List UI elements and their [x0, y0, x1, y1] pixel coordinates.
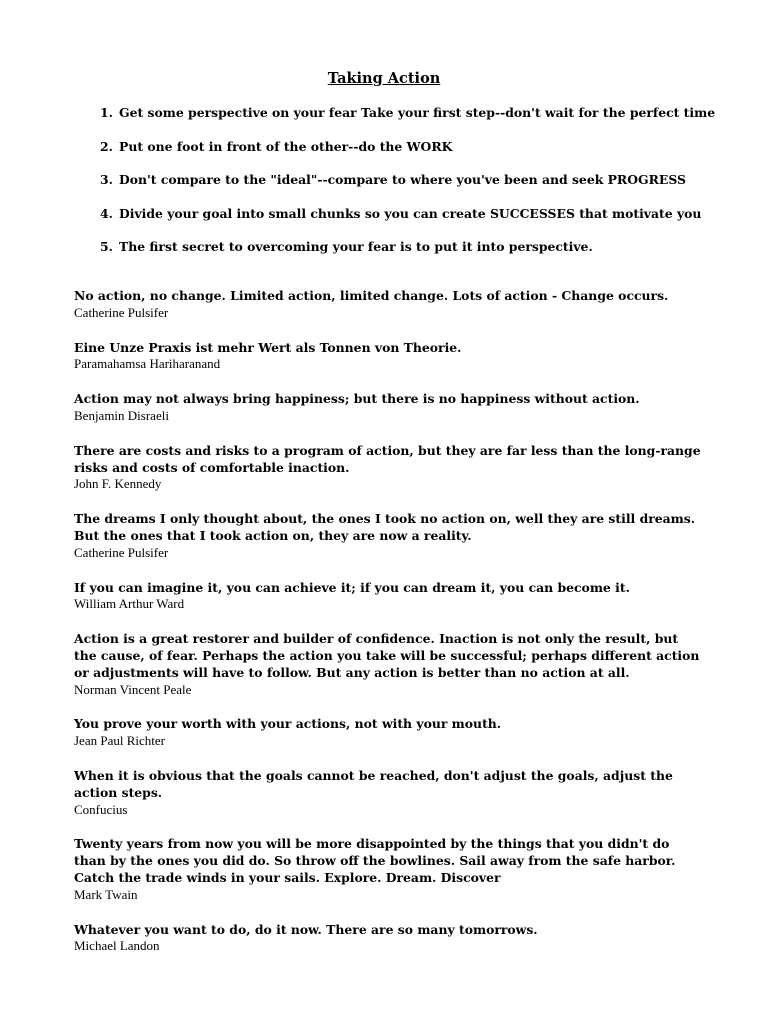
step-item — [100, 139, 740, 155]
quote-text: Action is a great restorer and builder of confidence. Inaction is not only the result, but the cause, of fear. Perhaps the action you take will be successful; perhaps different action or adjustments will have to follow. But any action is better than no action at all. — [74, 631, 700, 680]
quote-item — [74, 768, 704, 818]
quote-item — [74, 836, 704, 903]
quote-text: If you can imagine it, you can achieve it; if you can dream it, you can become it. — [74, 579, 630, 595]
quotes-section — [74, 288, 704, 973]
step-text: Put one foot in front of the other--do the WORK — [119, 138, 453, 154]
quote-item — [74, 716, 704, 750]
step-item — [100, 206, 740, 222]
quote-author: John F. Kennedy — [74, 476, 162, 492]
quote-author: Jean Paul Richter — [74, 733, 165, 749]
quote-item — [74, 340, 704, 374]
step-text: The first secret to overcoming your fear is to put it into perspective. — [119, 239, 593, 254]
document-title: Taking Action — [327, 70, 441, 87]
quote-text: There are costs and risks to a program of action, but they are far less than the long-range risks and costs of comfortable inaction. — [74, 442, 701, 475]
quote-author: Confucius — [74, 801, 128, 817]
quote-author: Paramahamsa Hariharanand — [74, 356, 221, 372]
quote-text: Twenty years from now you will be more disappointed by the things that you didn't do than by the ones you did do. So throw off the bowlines. Sail away from the safe harbor. Catch the trade winds in your sails. Explore. Dream. Discover — [74, 836, 676, 885]
quote-item — [74, 391, 704, 425]
step-number: 4. — [100, 205, 113, 221]
step-text: Don't compare to the "ideal"--compare to where you've been and seek PROGRESS — [119, 172, 686, 187]
quote-text: The dreams I only thought about, the ones I took no action on, well they are still dreams. But the ones that I took action on, they are now a reality. — [74, 511, 696, 543]
step-text: Get some perspective on your fear Take your first step--don't wait for the perfect time — [119, 105, 716, 120]
quote-item — [74, 631, 704, 698]
quote-item — [74, 511, 704, 561]
quote-author: Catherine Pulsifer — [74, 304, 169, 320]
quote-text: You prove your worth with your actions, not with your mouth. — [74, 716, 502, 732]
quote-text: Whatever you want to do, do it now. There are so many tomorrows. — [74, 921, 538, 937]
quote-text: No action, no change. Limited action, limited change. Lots of action - Change occurs. — [74, 288, 669, 303]
step-item — [100, 172, 740, 188]
quote-author: Norman Vincent Peale — [74, 681, 192, 697]
quote-item — [74, 443, 704, 493]
step-item — [100, 239, 740, 255]
step-number: 5. — [100, 239, 113, 254]
quote-author: Catherine Pulsifer — [74, 544, 169, 560]
quote-text: Action may not always bring happiness; but there is no happiness without action. — [74, 391, 640, 407]
step-item — [100, 105, 740, 121]
quote-text: Eine Unze Praxis ist mehr Wert als Tonnen von Theorie. — [74, 339, 462, 355]
step-number: 3. — [100, 172, 113, 187]
step-number: 2. — [100, 138, 113, 154]
quote-author: William Arthur Ward — [74, 596, 185, 612]
quote-author: Mark Twain — [74, 886, 138, 902]
step-text: Divide your goal into small chunks so you can create SUCCESSES that motivate you — [119, 205, 702, 221]
step-number: 1. — [100, 105, 113, 120]
quote-item — [74, 288, 704, 322]
action-steps-list — [100, 105, 740, 273]
quote-item — [74, 922, 704, 956]
quote-author: Benjamin Disraeli — [74, 407, 169, 423]
quote-item — [74, 580, 704, 614]
quote-author: Michael Landon — [74, 938, 160, 954]
quote-text: When it is obvious that the goals cannot be reached, don't adjust the goals, adjust the action steps. — [74, 767, 673, 800]
